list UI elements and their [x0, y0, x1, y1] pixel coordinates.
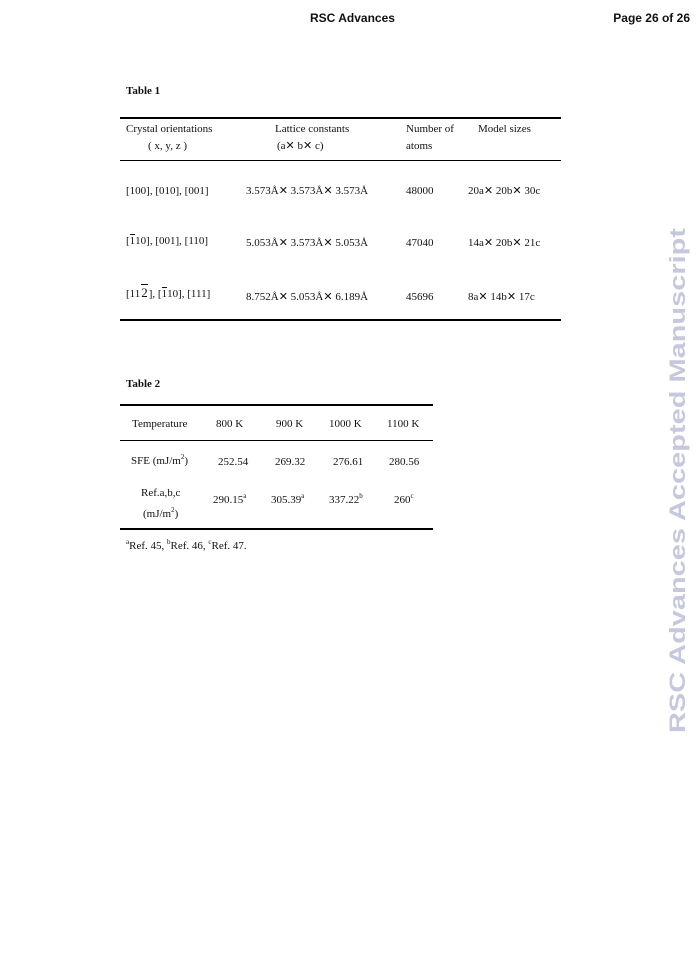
watermark-text: RSC Advances Accepted Manuscript: [665, 349, 690, 733]
table2-caption: Table 2: [126, 378, 161, 390]
table2-ref-1100k: 260$^c$: [394, 492, 414, 506]
table1-top-rule: [120, 117, 561, 119]
table1-header-lattice: Lattice constants: [275, 123, 350, 135]
table2-sfe-1100k: 280.56: [389, 456, 420, 468]
table1-header-model: Model sizes: [478, 123, 531, 135]
table1-bottom-rule: [120, 319, 561, 321]
table1-row1-lattice: 3.573Å✕ 3.573Å✕ 3.573Å: [246, 185, 369, 197]
table1-row3-atoms: 45696: [406, 291, 434, 303]
table2-footnote: $^a$Ref. 45, $^b$Ref. 46, $^c$Ref. 47.: [126, 538, 247, 552]
table1-row3-orientation: [11 2], [ 110], [111]: [126, 285, 211, 300]
table2-header-900k: 900 K: [276, 418, 304, 430]
table2-ref-unit: $(mJ/m^2)$: [143, 506, 179, 520]
table2-sfe-label: SFE $(mJ/m^2)$: [131, 453, 188, 467]
table2-mid-rule: [120, 440, 433, 441]
table2-ref-1000k: 337.22$^b$: [329, 492, 363, 506]
overbar-digit: 1: [129, 235, 136, 247]
table1-row1-model: 20a✕ 20b✕ 30c: [468, 185, 541, 197]
table2-header-1100k: 1100 K: [387, 418, 420, 430]
table1-header-lattice-sub: (a✕ b✕ c): [277, 140, 324, 152]
page-number: Page 26 of 26: [613, 11, 690, 25]
table2-sfe-1000k: 276.61: [333, 456, 364, 468]
table1-row2-lattice: 5.053Å✕ 3.573Å✕ 5.053Å: [246, 237, 369, 249]
table1-row1-orientation: [100], [010], [001]: [126, 185, 209, 197]
table1-caption: Table 1: [126, 85, 161, 97]
table1-row1-atoms: 48000: [406, 185, 434, 197]
watermark: [662, 228, 692, 733]
table2-bottom-rule: [120, 528, 433, 530]
table2-ref-label: Ref.a,b,c: [141, 487, 181, 499]
table1-row2-atoms: 47040: [406, 237, 434, 249]
table1-header-orientation: Crystal orientations: [126, 123, 213, 135]
table1-header-atoms-sub: atoms: [406, 140, 433, 152]
table2-top-rule: [120, 404, 433, 406]
overbar-digit: 1: [161, 288, 168, 300]
table2-ref-800k: 290.15$^a$: [213, 492, 247, 506]
table1-row3-lattice: 8.752Å✕ 5.053Å✕ 6.189Å: [246, 291, 369, 303]
table1-row2-model: 14a✕ 20b✕ 21c: [468, 237, 541, 249]
table2-header-800k: 800 K: [216, 418, 244, 430]
table2-sfe-800k: 252.54: [218, 456, 249, 468]
table1-header-atoms: Number of: [406, 123, 454, 135]
table1-header-orientation-sub: ( x, y, z ): [148, 140, 187, 152]
table1-mid-rule: [120, 160, 561, 161]
journal-title: RSC Advances: [310, 11, 395, 25]
table2-header-temperature: Temperature: [132, 418, 188, 430]
table1-row2-orientation: [ 110], [001], [110]: [126, 235, 209, 247]
table2-header-1000k: 1000 K: [329, 418, 362, 430]
overbar-digit: 2: [141, 285, 148, 300]
table2-sfe-900k: 269.32: [275, 456, 306, 468]
table2-ref-900k: 305.39$^a$: [271, 492, 305, 506]
table1-row3-model: 8a✕ 14b✕ 17c: [468, 291, 535, 303]
